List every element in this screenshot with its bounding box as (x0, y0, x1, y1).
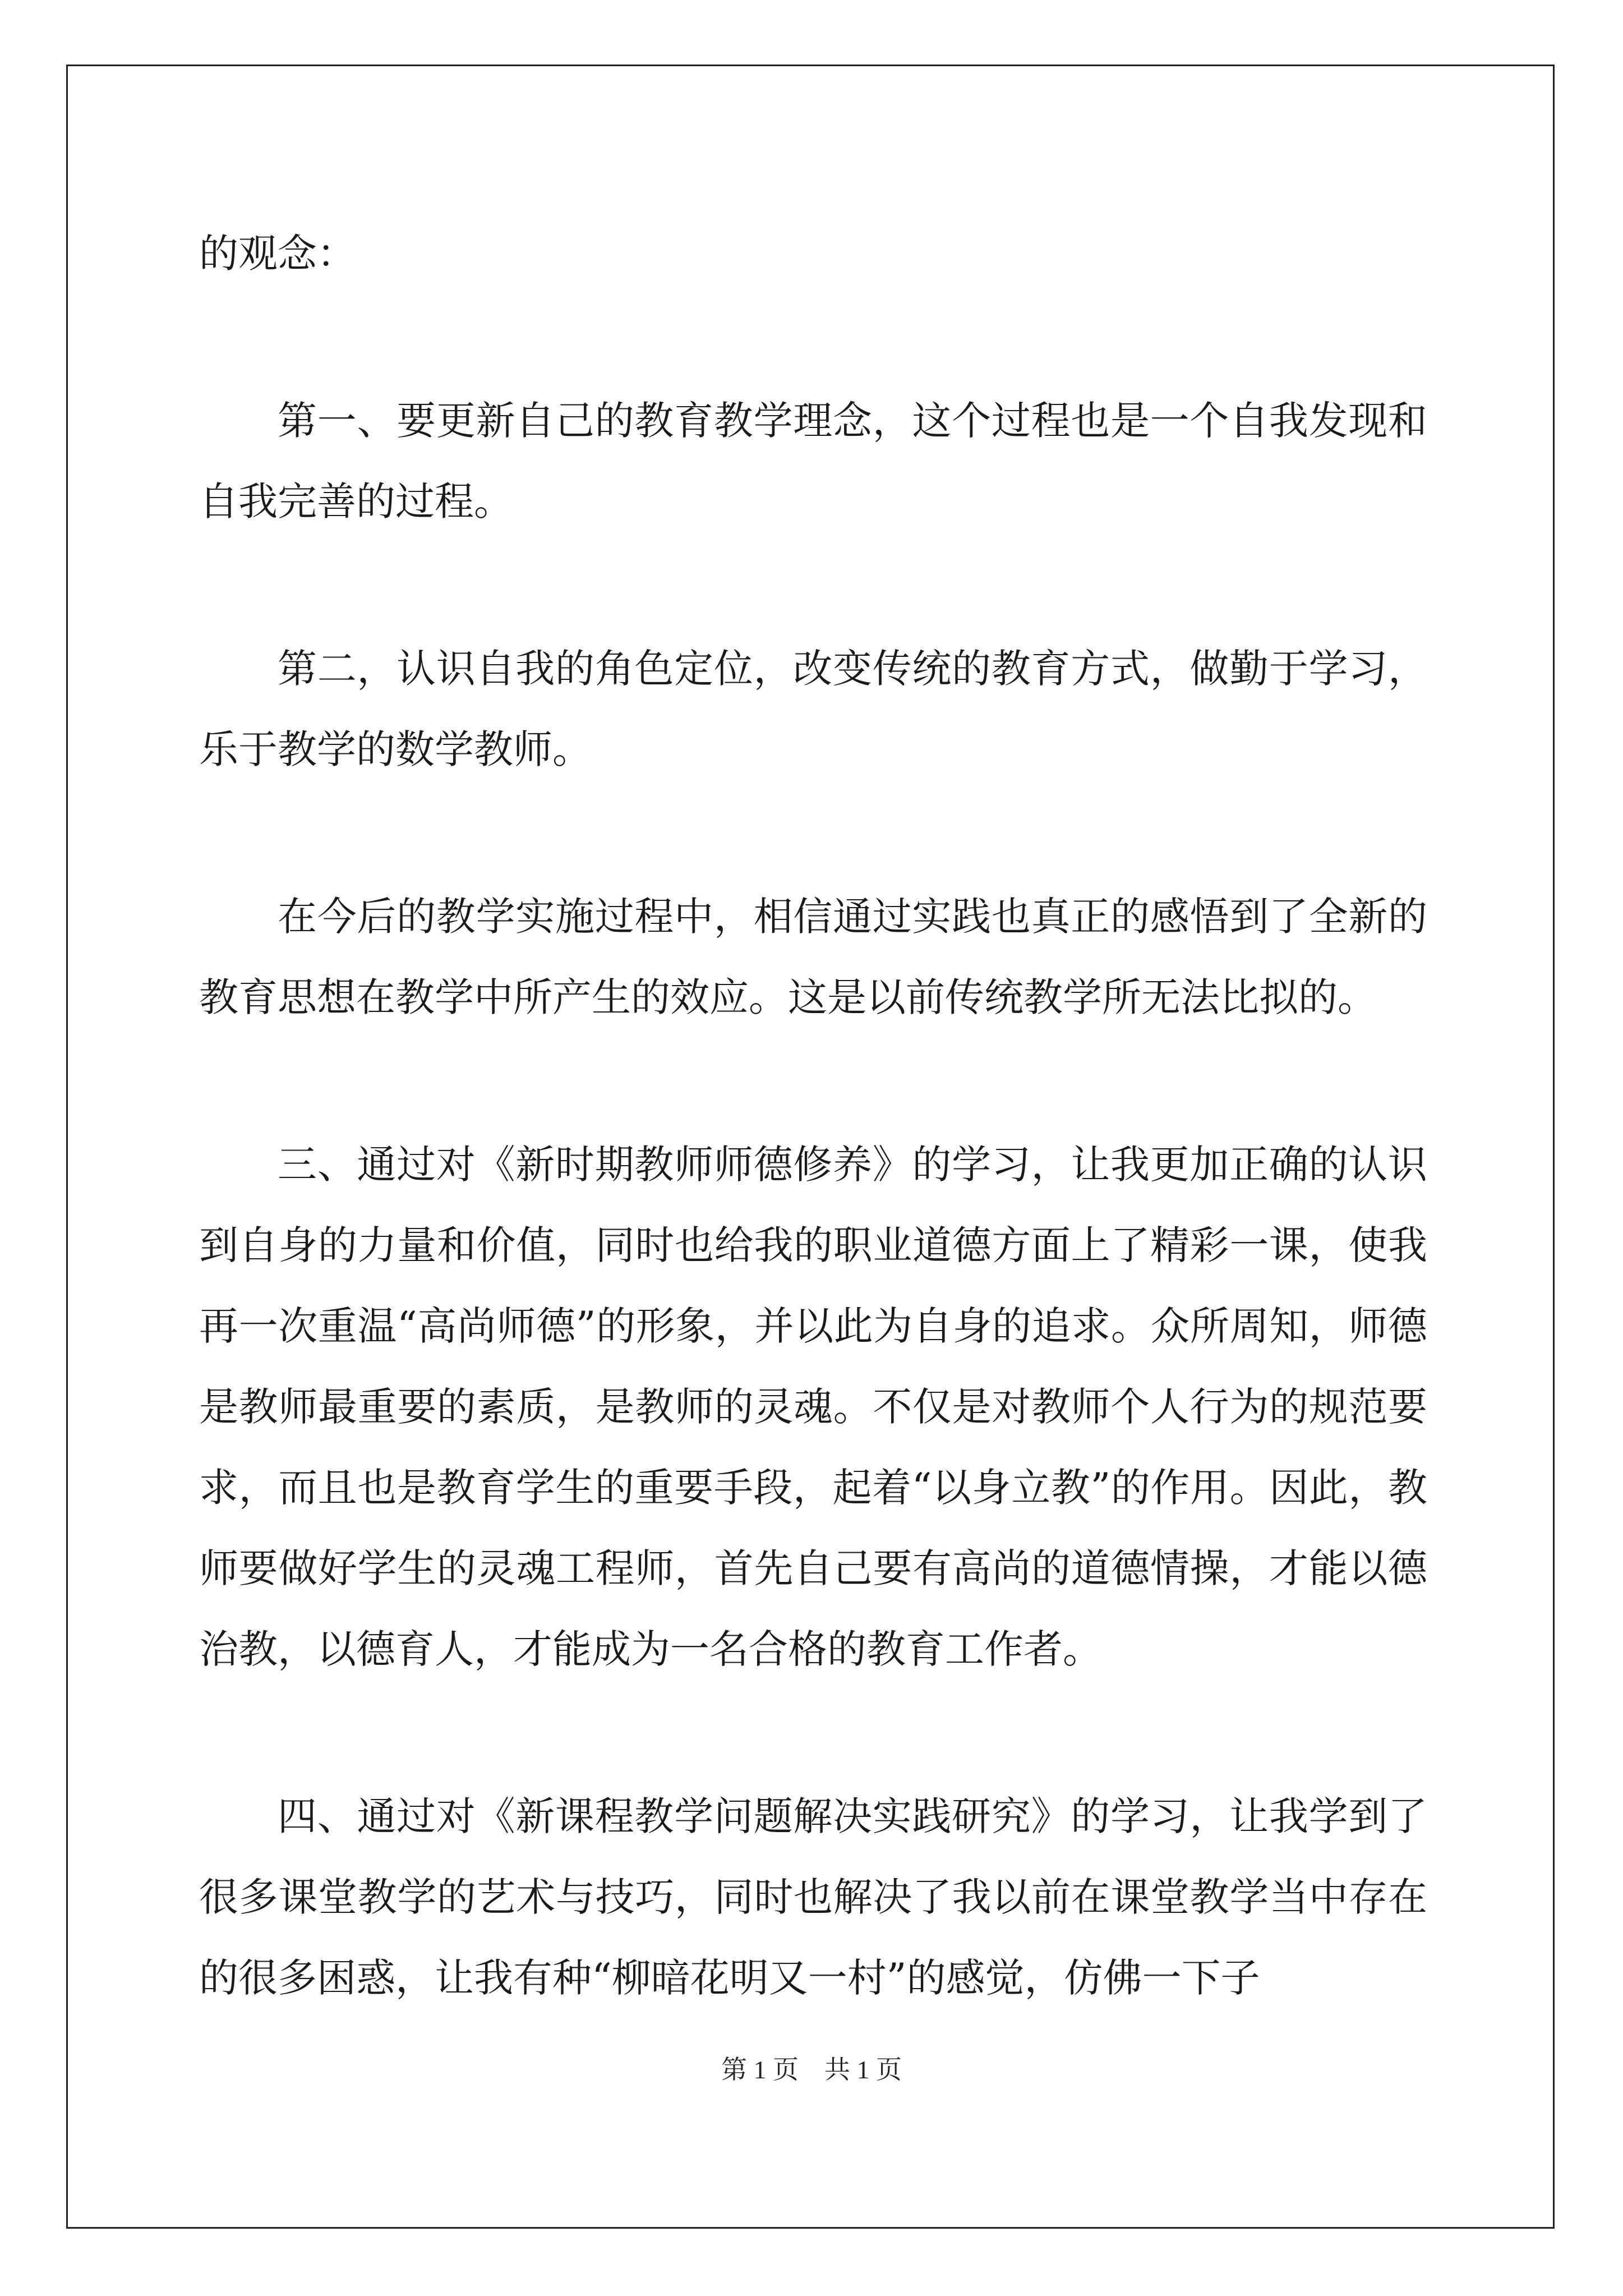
paragraph-section-three: 三、通过对《新时期教师师德修养》的学习，让我更加正确的认识到自身的力量和价值，同时也给我的职业道德方面上了精彩一课，使我再一次重温“高尚师德”的形象，并以此为自身的追求。众所周知，师德是教师最重要的素质，是教师的灵魂。不仅是对教师个人行为的规范要求，而且也是教育学生的重要手段，起着“以身立教”的作用。因此，教师要做好学生的灵魂工程师，首先自己要有高尚的道德情操，才能以德治教，以德育人，才能成为一名合格的教育工作者。 (199, 1142, 1427, 1672)
page-number-footer: 第 1 页 共 1 页 (721, 2055, 902, 2084)
paragraph-section-four: 四、通过对《新课程教学问题解决实践研究》的学习，让我学到了很多课堂教学的艺术与技巧，同时也解决了我以前在课堂教学当中存在的很多困惑，让我有种“柳暗花明又一村”的感觉，仿佛一下子 (199, 1793, 1427, 2001)
document-body (199, 213, 1427, 2018)
paragraph-practice: 在今后的教学实施过程中，相信通过实践也真正的感悟到了全新的教育思想在教学中所产生的效应。这是以前传统教学所无法比拟的。 (199, 894, 1427, 1020)
paragraph-second-point: 第二，认识自我的角色定位，改变传统的教育方式，做勤于学习，乐于教学的数学教师。 (199, 646, 1427, 772)
paragraph-continuation: 的观念： (199, 231, 356, 277)
paragraph-first-point: 第一、要更新自己的教育教学理念，这个过程也是一个自我发现和自我完善的过程。 (199, 398, 1427, 524)
